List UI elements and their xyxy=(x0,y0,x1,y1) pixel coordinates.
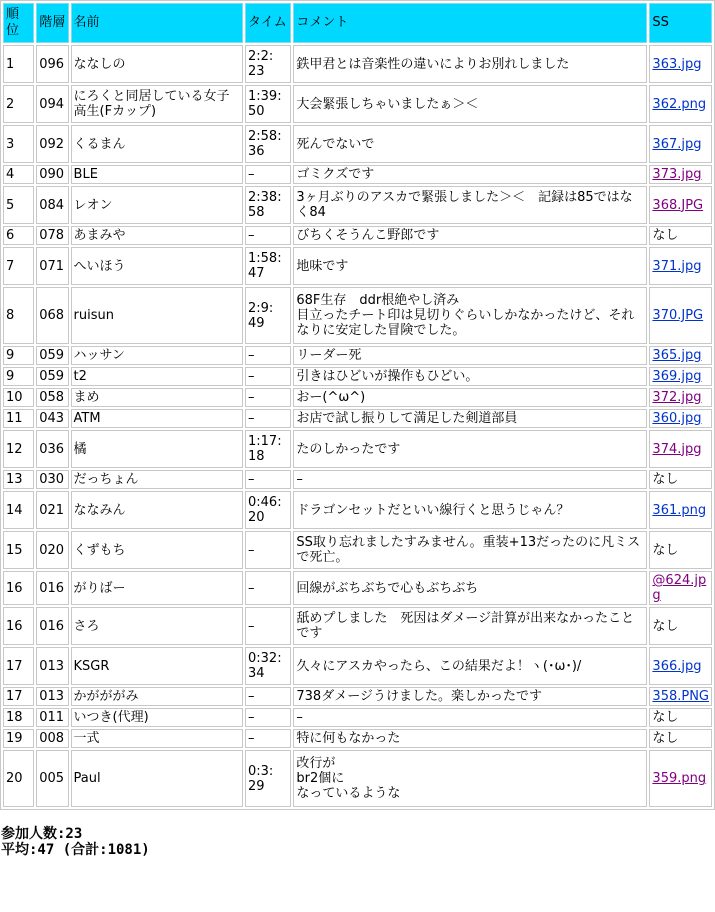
floor-cell: 016 xyxy=(36,607,68,645)
ss-cell xyxy=(649,388,712,407)
time-cell: – xyxy=(245,367,291,386)
screenshot-link[interactable]: 373.jpg xyxy=(652,167,702,182)
ss-cell xyxy=(649,750,712,807)
table-row xyxy=(3,729,712,748)
name-cell: Paul xyxy=(71,750,243,807)
rank-cell: 12 xyxy=(3,430,34,468)
rank-cell: 17 xyxy=(3,647,34,685)
time-cell: 2:58: 36 xyxy=(245,125,291,163)
screenshot-link[interactable]: 368.JPG xyxy=(652,197,704,213)
time-cell: – xyxy=(245,687,291,706)
floor-cell: 096 xyxy=(36,45,68,83)
no-screenshot-label: なし xyxy=(652,228,679,243)
floor-cell: 071 xyxy=(36,247,68,285)
table-row xyxy=(3,531,712,569)
time-cell: – xyxy=(245,470,291,489)
time-cell: 1:17: 18 xyxy=(245,430,291,468)
rank-cell: 9 xyxy=(3,346,34,365)
floor-cell: 058 xyxy=(36,388,68,407)
header-floor: 階層 xyxy=(36,3,68,43)
table-row xyxy=(3,388,712,407)
screenshot-link[interactable]: 362.png xyxy=(652,96,707,112)
name-cell: あまみや xyxy=(71,226,243,245)
comment-cell: 舐めプしました 死因はダメージ計算が出来なかったことです xyxy=(293,607,647,645)
no-screenshot-label: なし xyxy=(652,710,679,725)
time-cell: – xyxy=(245,571,291,605)
name-cell: さろ xyxy=(71,607,243,645)
name-cell: ruisun xyxy=(71,287,243,344)
floor-cell: 020 xyxy=(36,531,68,569)
name-cell: まめ xyxy=(71,388,243,407)
floor-cell: 030 xyxy=(36,470,68,489)
rank-cell: 15 xyxy=(3,531,34,569)
rank-cell: 6 xyxy=(3,226,34,245)
summary xyxy=(0,826,715,858)
name-cell: 橘 xyxy=(71,430,243,468)
floor-cell: 013 xyxy=(36,687,68,706)
floor-cell: 016 xyxy=(36,571,68,605)
participant-count: 参加人数:23 xyxy=(1,826,83,842)
comment-cell: おー(^ω^) xyxy=(293,388,647,407)
table-row xyxy=(3,430,712,468)
name-cell: くずもち xyxy=(71,531,243,569)
table-row xyxy=(3,708,712,727)
rank-cell: 5 xyxy=(3,186,34,224)
time-cell: 0:32: 34 xyxy=(245,647,291,685)
ss-cell xyxy=(649,85,712,123)
ss-cell xyxy=(649,287,712,344)
ss-cell xyxy=(649,45,712,83)
rank-cell: 3 xyxy=(3,125,34,163)
table-row xyxy=(3,409,712,428)
name-cell: にろくと同居している女子高生(Fカップ) xyxy=(71,85,243,123)
ss-cell xyxy=(649,729,712,748)
average-floor: 平均:47 (合計:1081) xyxy=(1,842,150,858)
comment-cell: たのしかったです xyxy=(293,430,647,468)
floor-cell: 094 xyxy=(36,85,68,123)
header-time: タイム xyxy=(245,3,291,43)
name-cell: がりばー xyxy=(71,571,243,605)
header-name: 名前 xyxy=(71,3,243,43)
table-row xyxy=(3,287,712,344)
name-cell: ハッサン xyxy=(71,346,243,365)
rank-cell: 19 xyxy=(3,729,34,748)
table-row xyxy=(3,607,712,645)
rank-cell: 10 xyxy=(3,388,34,407)
screenshot-link[interactable]: 366.jpg xyxy=(652,658,702,674)
ss-cell xyxy=(649,607,712,645)
ss-cell xyxy=(649,165,712,184)
floor-cell: 008 xyxy=(36,729,68,748)
floor-cell: 036 xyxy=(36,430,68,468)
name-cell: KSGR xyxy=(71,647,243,685)
header-rank: 順位 xyxy=(3,3,34,43)
comment-cell: 引きはひどいが操作もひどい。 xyxy=(293,367,647,386)
floor-cell: 021 xyxy=(36,491,68,529)
time-cell: – xyxy=(245,165,291,184)
name-cell: BLE xyxy=(71,165,243,184)
name-cell: くるまん xyxy=(71,125,243,163)
comment-cell: 3ヶ月ぶりのアスカで緊張しました＞＜ 記録は85ではなく84 xyxy=(293,186,647,224)
floor-cell: 005 xyxy=(36,750,68,807)
screenshot-link[interactable]: 359.png xyxy=(652,771,707,786)
rank-cell: 7 xyxy=(3,247,34,285)
table-row xyxy=(3,367,712,386)
ss-cell xyxy=(649,708,712,727)
no-screenshot-label: なし xyxy=(652,618,679,634)
table-row xyxy=(3,491,712,529)
name-cell: ななみん xyxy=(71,491,243,529)
table-row xyxy=(3,571,712,605)
name-cell: ななしの xyxy=(71,45,243,83)
screenshot-link[interactable]: 367.jpg xyxy=(652,136,702,152)
table-row xyxy=(3,647,712,685)
comment-cell: ゴミクズです xyxy=(293,165,647,184)
floor-cell: 090 xyxy=(36,165,68,184)
rank-cell: 2 xyxy=(3,85,34,123)
comment-cell: リーダー死 xyxy=(293,346,647,365)
rank-cell: 20 xyxy=(3,750,34,807)
table-row xyxy=(3,247,712,285)
ss-cell xyxy=(649,470,712,489)
name-cell: いつき(代理) xyxy=(71,708,243,727)
rank-cell: 16 xyxy=(3,571,34,605)
rank-cell: 14 xyxy=(3,491,34,529)
no-screenshot-label: なし xyxy=(652,542,679,558)
ss-cell xyxy=(649,186,712,224)
rank-cell: 11 xyxy=(3,409,34,428)
screenshot-link[interactable]: @624.jpg xyxy=(652,573,707,603)
comment-cell: 大会緊張しちゃいましたぁ＞＜ xyxy=(293,85,647,123)
ss-cell xyxy=(649,647,712,685)
name-cell: t2 xyxy=(71,367,243,386)
ss-cell xyxy=(649,491,712,529)
table-row xyxy=(3,186,712,224)
screenshot-link[interactable]: 363.jpg xyxy=(652,56,702,72)
comment-cell: びちくそうんこ野郎です xyxy=(293,226,647,245)
screenshot-link[interactable]: 372.jpg xyxy=(652,390,702,405)
time-cell: – xyxy=(245,409,291,428)
time-cell: 1:39: 50 xyxy=(245,85,291,123)
screenshot-link[interactable]: 370.JPG xyxy=(652,308,704,323)
ss-cell xyxy=(649,247,712,285)
floor-cell: 013 xyxy=(36,647,68,685)
header-comment: コメント xyxy=(293,3,647,43)
time-cell: – xyxy=(245,531,291,569)
floor-cell: 078 xyxy=(36,226,68,245)
time-cell: – xyxy=(245,607,291,645)
ss-cell xyxy=(649,571,712,605)
floor-cell: 011 xyxy=(36,708,68,727)
table-row xyxy=(3,85,712,123)
ss-cell xyxy=(649,531,712,569)
no-screenshot-label: なし xyxy=(652,731,679,746)
screenshot-link[interactable]: 371.jpg xyxy=(652,258,702,274)
name-cell: へいほう xyxy=(71,247,243,285)
ss-cell xyxy=(649,125,712,163)
ss-cell xyxy=(649,346,712,365)
comment-cell: – xyxy=(293,708,647,727)
rank-cell: 8 xyxy=(3,287,34,344)
floor-cell: 092 xyxy=(36,125,68,163)
name-cell: だっちょん xyxy=(71,470,243,489)
ss-cell xyxy=(649,226,712,245)
comment-cell: 改行が br2個に なっているような xyxy=(293,750,647,807)
screenshot-link[interactable]: 361.png xyxy=(652,502,707,518)
table-row xyxy=(3,125,712,163)
table-row xyxy=(3,346,712,365)
no-screenshot-label: なし xyxy=(652,472,679,487)
time-cell: 2:9: 49 xyxy=(245,287,291,344)
rank-cell: 16 xyxy=(3,607,34,645)
rank-cell: 1 xyxy=(3,45,34,83)
ss-cell xyxy=(649,430,712,468)
header-row xyxy=(3,3,712,43)
floor-cell: 059 xyxy=(36,367,68,386)
screenshot-link[interactable]: 369.jpg xyxy=(652,369,702,384)
table-row xyxy=(3,470,712,489)
comment-cell: 68F生存 ddr根絶やし済み 目立ったチート印は見切りぐらいしかなかったけど、それなりに安定した冒険でした。 xyxy=(293,287,647,344)
header-ss: SS xyxy=(649,3,712,43)
comment-cell: 738ダメージうけました。楽しかったです xyxy=(293,687,647,706)
time-cell: 0:46: 20 xyxy=(245,491,291,529)
table-row xyxy=(3,45,712,83)
time-cell: 2:2: 23 xyxy=(245,45,291,83)
rank-cell: 4 xyxy=(3,165,34,184)
screenshot-link[interactable]: 360.jpg xyxy=(652,411,702,426)
table-row xyxy=(3,750,712,807)
screenshot-link[interactable]: 374.jpg xyxy=(652,441,702,457)
comment-cell: ドラゴンセットだといい線行くと思うじゃん？ xyxy=(293,491,647,529)
name-cell: レオン xyxy=(71,186,243,224)
rank-cell: 18 xyxy=(3,708,34,727)
screenshot-link[interactable]: 365.jpg xyxy=(652,348,702,363)
time-cell: 2:38: 58 xyxy=(245,186,291,224)
table-row xyxy=(3,226,712,245)
comment-cell: 死んでないで xyxy=(293,125,647,163)
comment-cell: 地味です xyxy=(293,247,647,285)
ss-cell xyxy=(649,409,712,428)
time-cell: 0:3: 29 xyxy=(245,750,291,807)
name-cell: かがががみ xyxy=(71,687,243,706)
comment-cell: – xyxy=(293,470,647,489)
comment-cell: SS取り忘れましたすみません。重装+13だったのに凡ミスで死亡。 xyxy=(293,531,647,569)
table-body xyxy=(3,45,712,807)
time-cell: – xyxy=(245,388,291,407)
floor-cell: 059 xyxy=(36,346,68,365)
comment-cell: 久々にアスカやったら、この結果だよ！ヽ(･ω･)/ xyxy=(293,647,647,685)
floor-cell: 068 xyxy=(36,287,68,344)
rank-cell: 9 xyxy=(3,367,34,386)
table-row xyxy=(3,165,712,184)
screenshot-link[interactable]: 358.PNG xyxy=(652,689,710,704)
comment-cell: 鉄甲君とは音楽性の違いによりお別れしました xyxy=(293,45,647,83)
ss-cell xyxy=(649,367,712,386)
time-cell: – xyxy=(245,346,291,365)
time-cell: – xyxy=(245,729,291,748)
time-cell: – xyxy=(245,226,291,245)
table-row xyxy=(3,687,712,706)
comment-cell: 回線がぶちぶちで心もぶちぶち xyxy=(293,571,647,605)
rank-cell: 13 xyxy=(3,470,34,489)
name-cell: 一式 xyxy=(71,729,243,748)
time-cell: 1:58: 47 xyxy=(245,247,291,285)
comment-cell: お店で試し振りして満足した剣道部員 xyxy=(293,409,647,428)
floor-cell: 084 xyxy=(36,186,68,224)
name-cell: ATM xyxy=(71,409,243,428)
floor-cell: 043 xyxy=(36,409,68,428)
time-cell: – xyxy=(245,708,291,727)
ss-cell xyxy=(649,687,712,706)
rank-cell: 17 xyxy=(3,687,34,706)
comment-cell: 特に何もなかった xyxy=(293,729,647,748)
